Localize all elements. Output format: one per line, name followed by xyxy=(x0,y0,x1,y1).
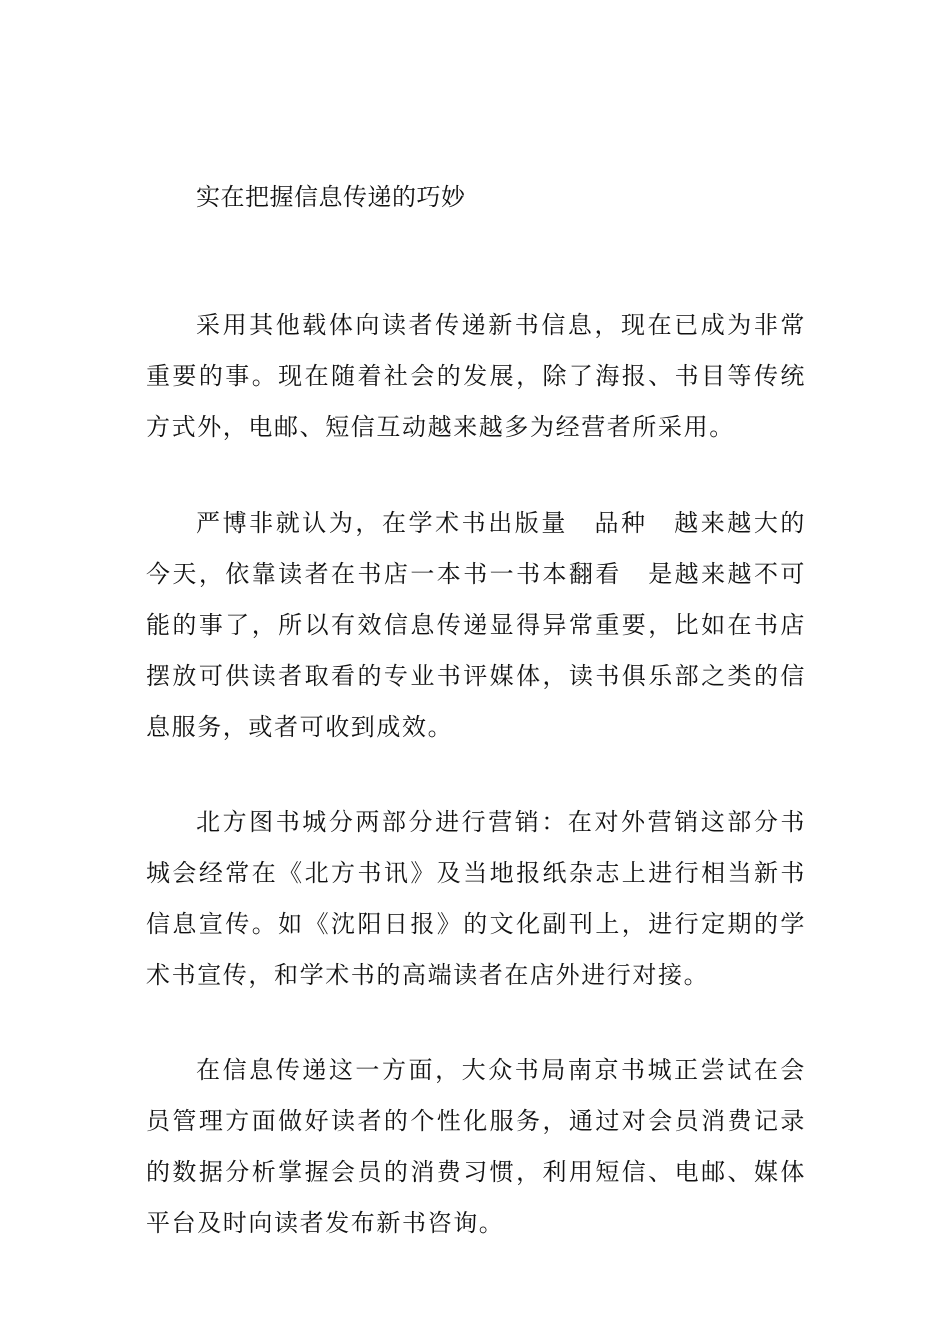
paragraph-3: 北方图书城分两部分进行营销：在对外营销这部分书城会经常在《北方书讯》及当地报纸杂志上进行相当新书信息宣传。如《沈阳日报》的文化副刊上，进行定期的学术书宣传，和学术书的高端读者在店外进行对接。 xyxy=(146,808,806,989)
paragraph-2: 严博非就认为，在学术书出版量 品种 越来越大的今天，依靠读者在书店一本书一书本翻看 是越来越不可能的事了，所以有效信息传递显得异常重要，比如在书店摆放可供读者取看的专业书评媒体，读书俱乐部之类的信息服务，或者可收到成效。 xyxy=(146,509,806,741)
paragraph-4: 在信息传递这一方面，大众书局南京书城正尝试在会员管理方面做好读者的个性化服务，通过对会员消费记录的数据分析掌握会员的消费习惯，利用短信、电邮、媒体平台及时向读者发布新书咨询。 xyxy=(146,1056,806,1237)
document-heading: 实在把握信息传递的巧妙 xyxy=(196,183,466,211)
paragraph-1: 采用其他载体向读者传递新书信息，现在已成为非常重要的事。现在随着社会的发展，除了海报、书目等传统方式外，电邮、短信互动越来越多为经营者所采用。 xyxy=(146,311,806,441)
